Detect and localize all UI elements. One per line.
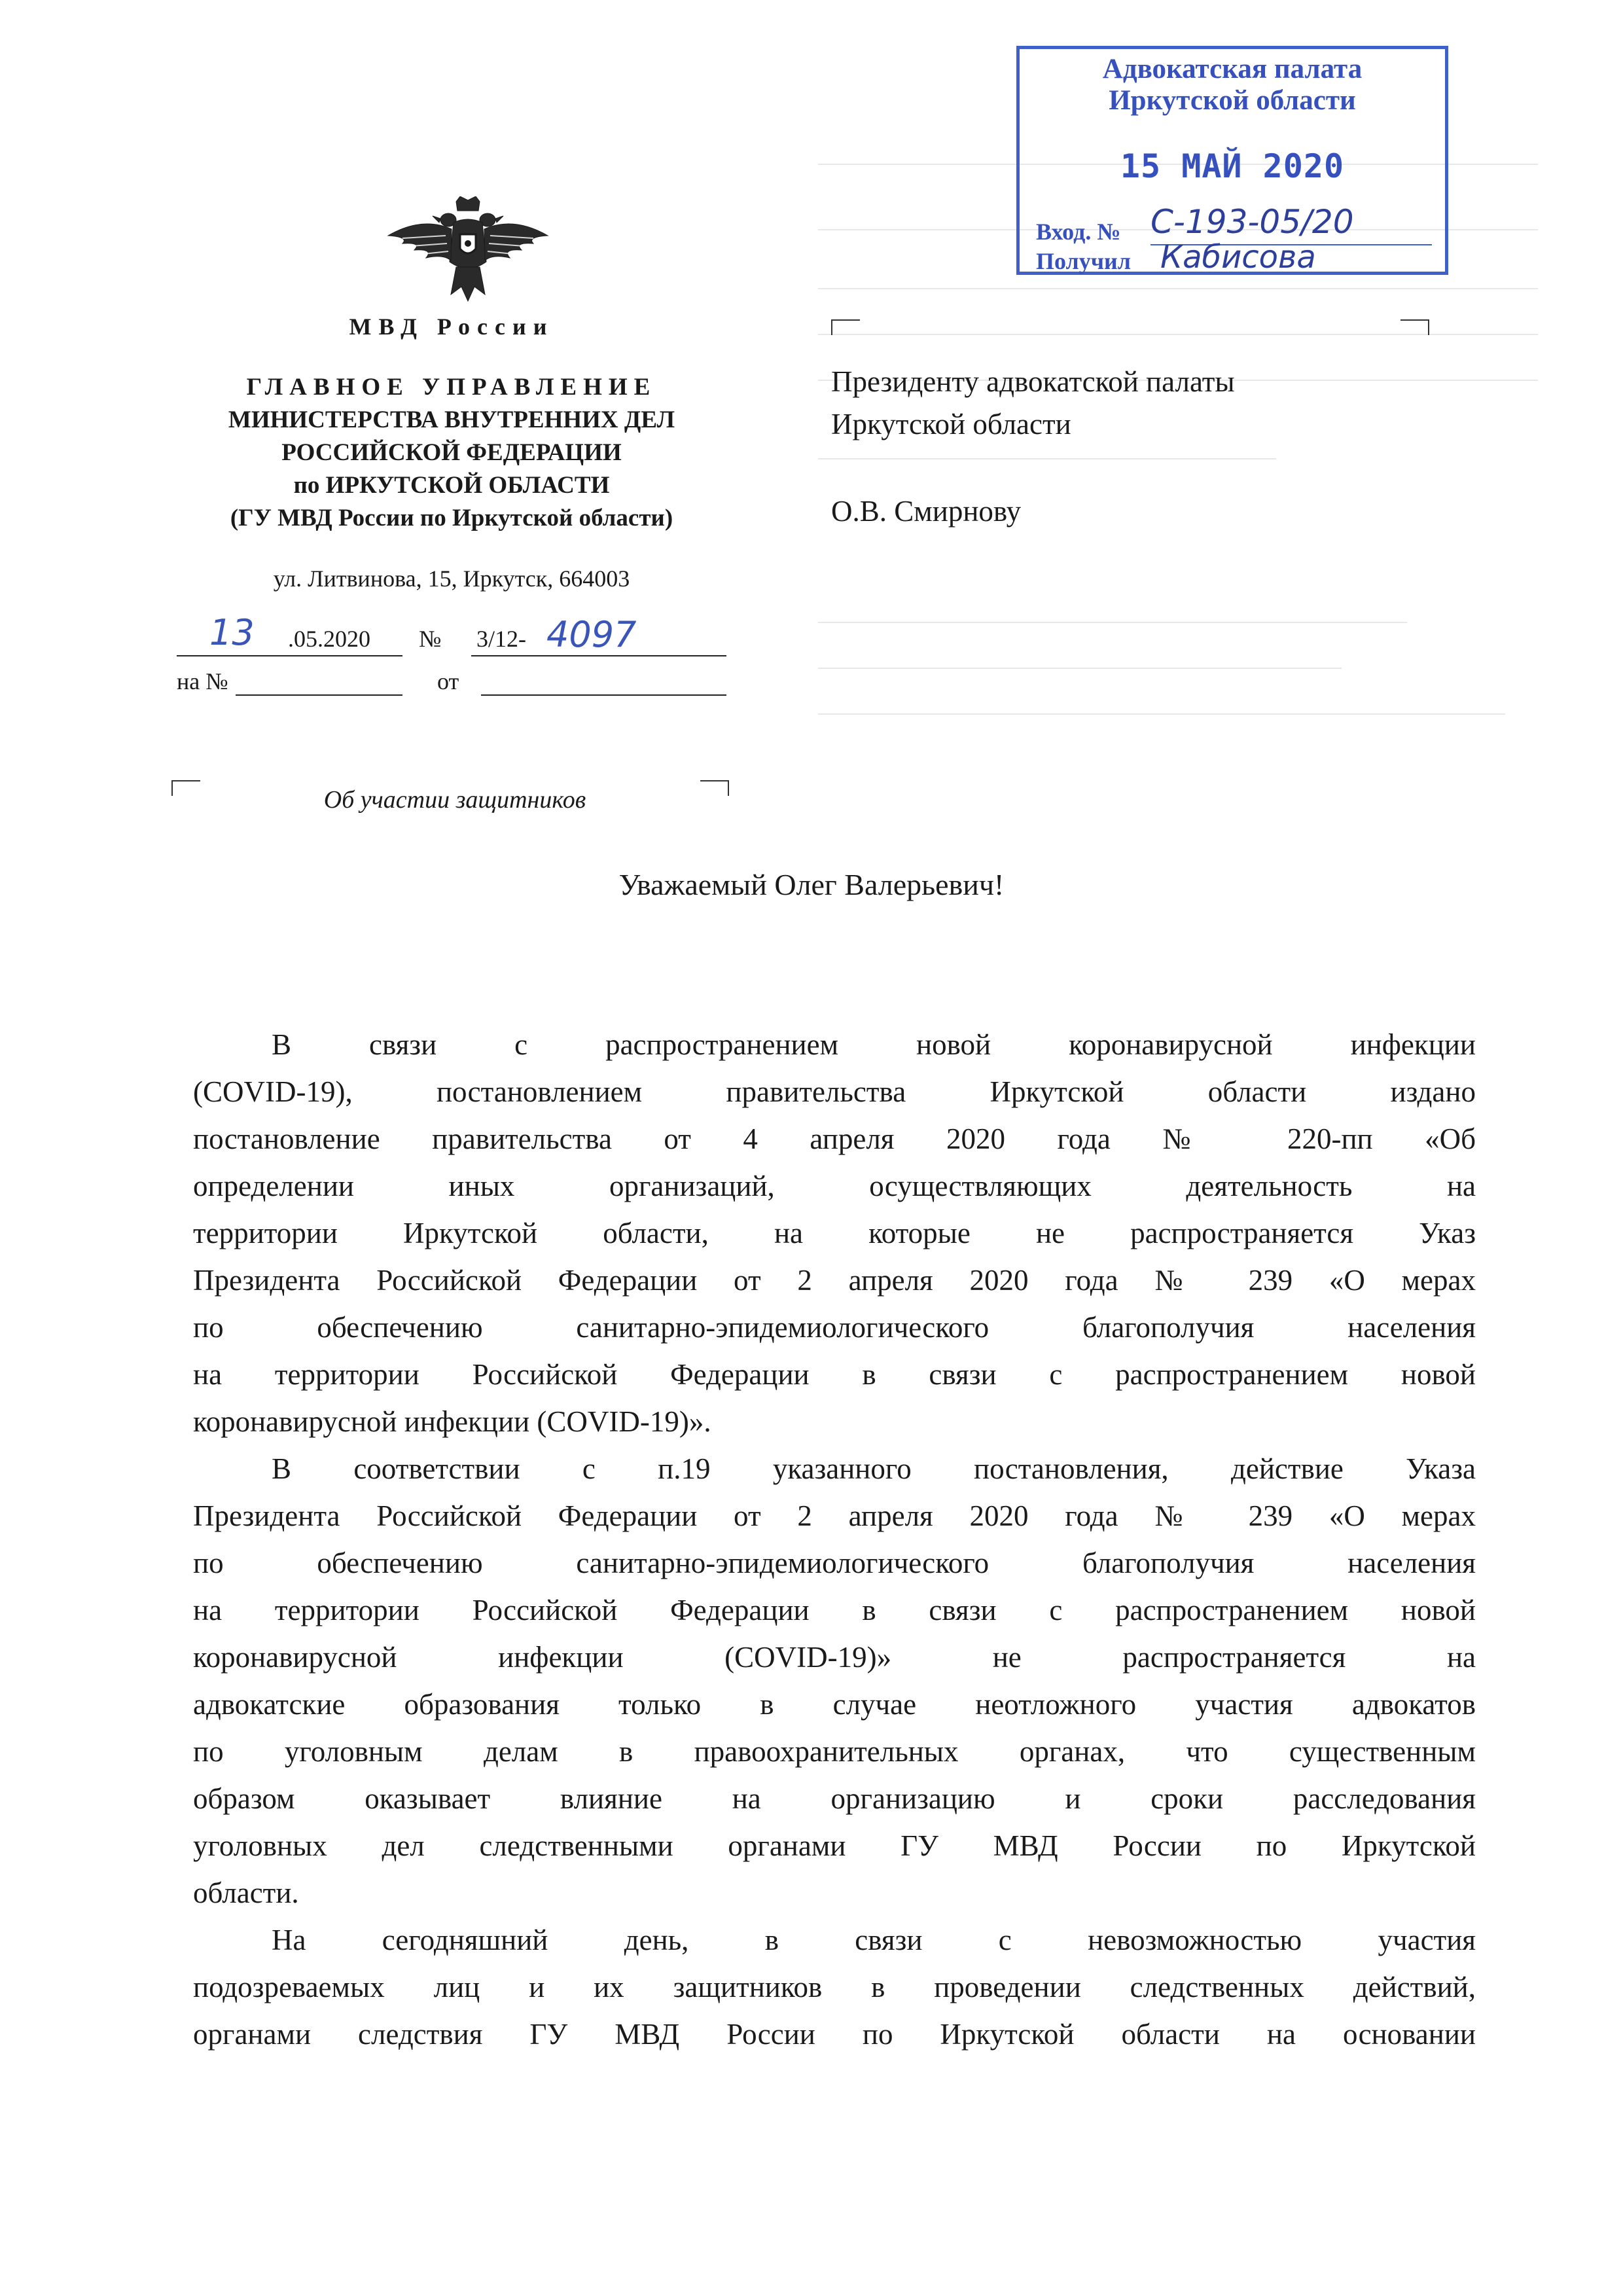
addressee-line-3: О.В. Смирнову	[831, 495, 1022, 528]
body-line: постановление правительства от 4 апреля 2020 года № 220-пп «Об	[193, 1122, 1476, 1155]
body-line: Президента Российской Федерации от 2 апреля 2020 года № 239 «О мерах	[193, 1264, 1476, 1297]
stamp-received-label: Получил	[1036, 248, 1131, 274]
letterhead-line-5: (ГУ МВД России по Иркутской области)	[230, 505, 673, 531]
body-line: уголовных дел следственными органами ГУ МВД России по Иркутской	[193, 1829, 1476, 1862]
addressee-corner-right	[1400, 319, 1429, 335]
body-line: На сегодняшний день, в связи с невозможностью участия	[272, 1924, 1476, 1956]
body-line: адвокатские образования только в случае неотложного участия адвокатов	[193, 1688, 1476, 1721]
body-line: В соответствии с п.19 указанного постановления, действие Указа	[272, 1452, 1476, 1485]
addressee-line-1: Президенту адвокатской палаты	[831, 365, 1235, 398]
letterhead-line-3: РОССИЙСКОЙ ФЕДЕРАЦИИ	[281, 439, 622, 466]
body-line: коронавирусной инфекции (COVID-19)».	[193, 1405, 711, 1438]
double-headed-eagle-emblem	[383, 196, 553, 308]
letterhead-line-4: по ИРКУТСКОЙ ОБЛАСТИ	[293, 472, 610, 499]
letterhead-line-2: МИНИСТЕРСТВА ВНУТРЕННИХ ДЕЛ	[228, 406, 675, 433]
body-line: подозреваемых лиц и их защитников в проведении следственных действий,	[193, 1971, 1476, 2003]
stamp-incoming-number: С-193-05/20	[1150, 203, 1354, 241]
number-prefix: 3/12-	[476, 626, 526, 652]
body-line: на территории Российской Федерации в связи с распространением новой	[193, 1594, 1476, 1626]
addressee-line-2: Иркутской области	[831, 408, 1071, 440]
addressee-corner-left	[831, 319, 860, 335]
letter-body	[193, 1021, 1476, 2058]
salutation: Уважаемый Олег Валерьевич!	[618, 868, 1005, 901]
number-underline	[471, 655, 726, 656]
body-line: коронавирусной инфекции (COVID-19)» не распространяется на	[193, 1641, 1476, 1674]
stamp-received-signature: Кабисова	[1160, 239, 1316, 276]
body-line: по обеспечению санитарно-эпидемиологического благополучия населения	[193, 1547, 1476, 1579]
body-line: органами следствия ГУ МВД России по Иркутской области на основании	[193, 2018, 1476, 2051]
body-line: по обеспечению санитарно-эпидемиологического благополучия населения	[193, 1311, 1476, 1344]
from-label: от	[437, 668, 459, 694]
date-rest: .05.2020	[288, 626, 370, 652]
body-line: территории Иркутской области, на которые не распространяется Указ	[193, 1217, 1476, 1249]
paragraph-3	[193, 1916, 1476, 2058]
number-label: №	[419, 626, 442, 652]
stamp-incoming-label: Вход. №	[1036, 219, 1121, 245]
subject-line: Об участии защитников	[323, 786, 586, 814]
body-line: Президента Российской Федерации от 2 апреля 2020 года № 239 «О мерах	[193, 1499, 1476, 1532]
ref-underline	[236, 694, 402, 696]
letterhead-line-1: ГЛАВНОЕ УПРАВЛЕНИЕ	[246, 374, 657, 401]
number-handwritten: 4097	[546, 614, 637, 655]
body-line: (COVID-19), постановлением правительства Иркутской области издано	[193, 1075, 1476, 1108]
ref-label: на №	[177, 668, 228, 694]
body-line: определении иных организаций, осуществляющих деятельность на	[193, 1170, 1476, 1202]
body-line: на территории Российской Федерации в связи с распространением новой	[193, 1358, 1476, 1391]
body-line: образом оказывает влияние на организацию и сроки расследования	[193, 1782, 1476, 1815]
stamp-org-line2: Иркутской области	[1109, 85, 1356, 116]
paragraph-2	[193, 1445, 1476, 1916]
stamp-date: 15 МАЙ 2020	[1120, 147, 1345, 185]
letterhead-address: ул. Литвинова, 15, Иркутск, 664003	[273, 565, 630, 592]
body-line: В связи с распространением новой коронавирусной инфекции	[272, 1028, 1476, 1061]
date-underline	[177, 655, 402, 656]
body-line: по уголовным делам в правоохранительных органах, что существенным	[193, 1735, 1476, 1768]
body-line: области.	[193, 1876, 299, 1909]
from-underline	[481, 694, 726, 696]
stamp-org-line1: Адвокатская палата	[1102, 54, 1363, 84]
letterhead-mvd: МВД России	[349, 314, 554, 340]
paragraph-1	[193, 1021, 1476, 1445]
incoming-registration-stamp	[1016, 46, 1448, 275]
date-day-handwritten: 13	[209, 612, 255, 653]
